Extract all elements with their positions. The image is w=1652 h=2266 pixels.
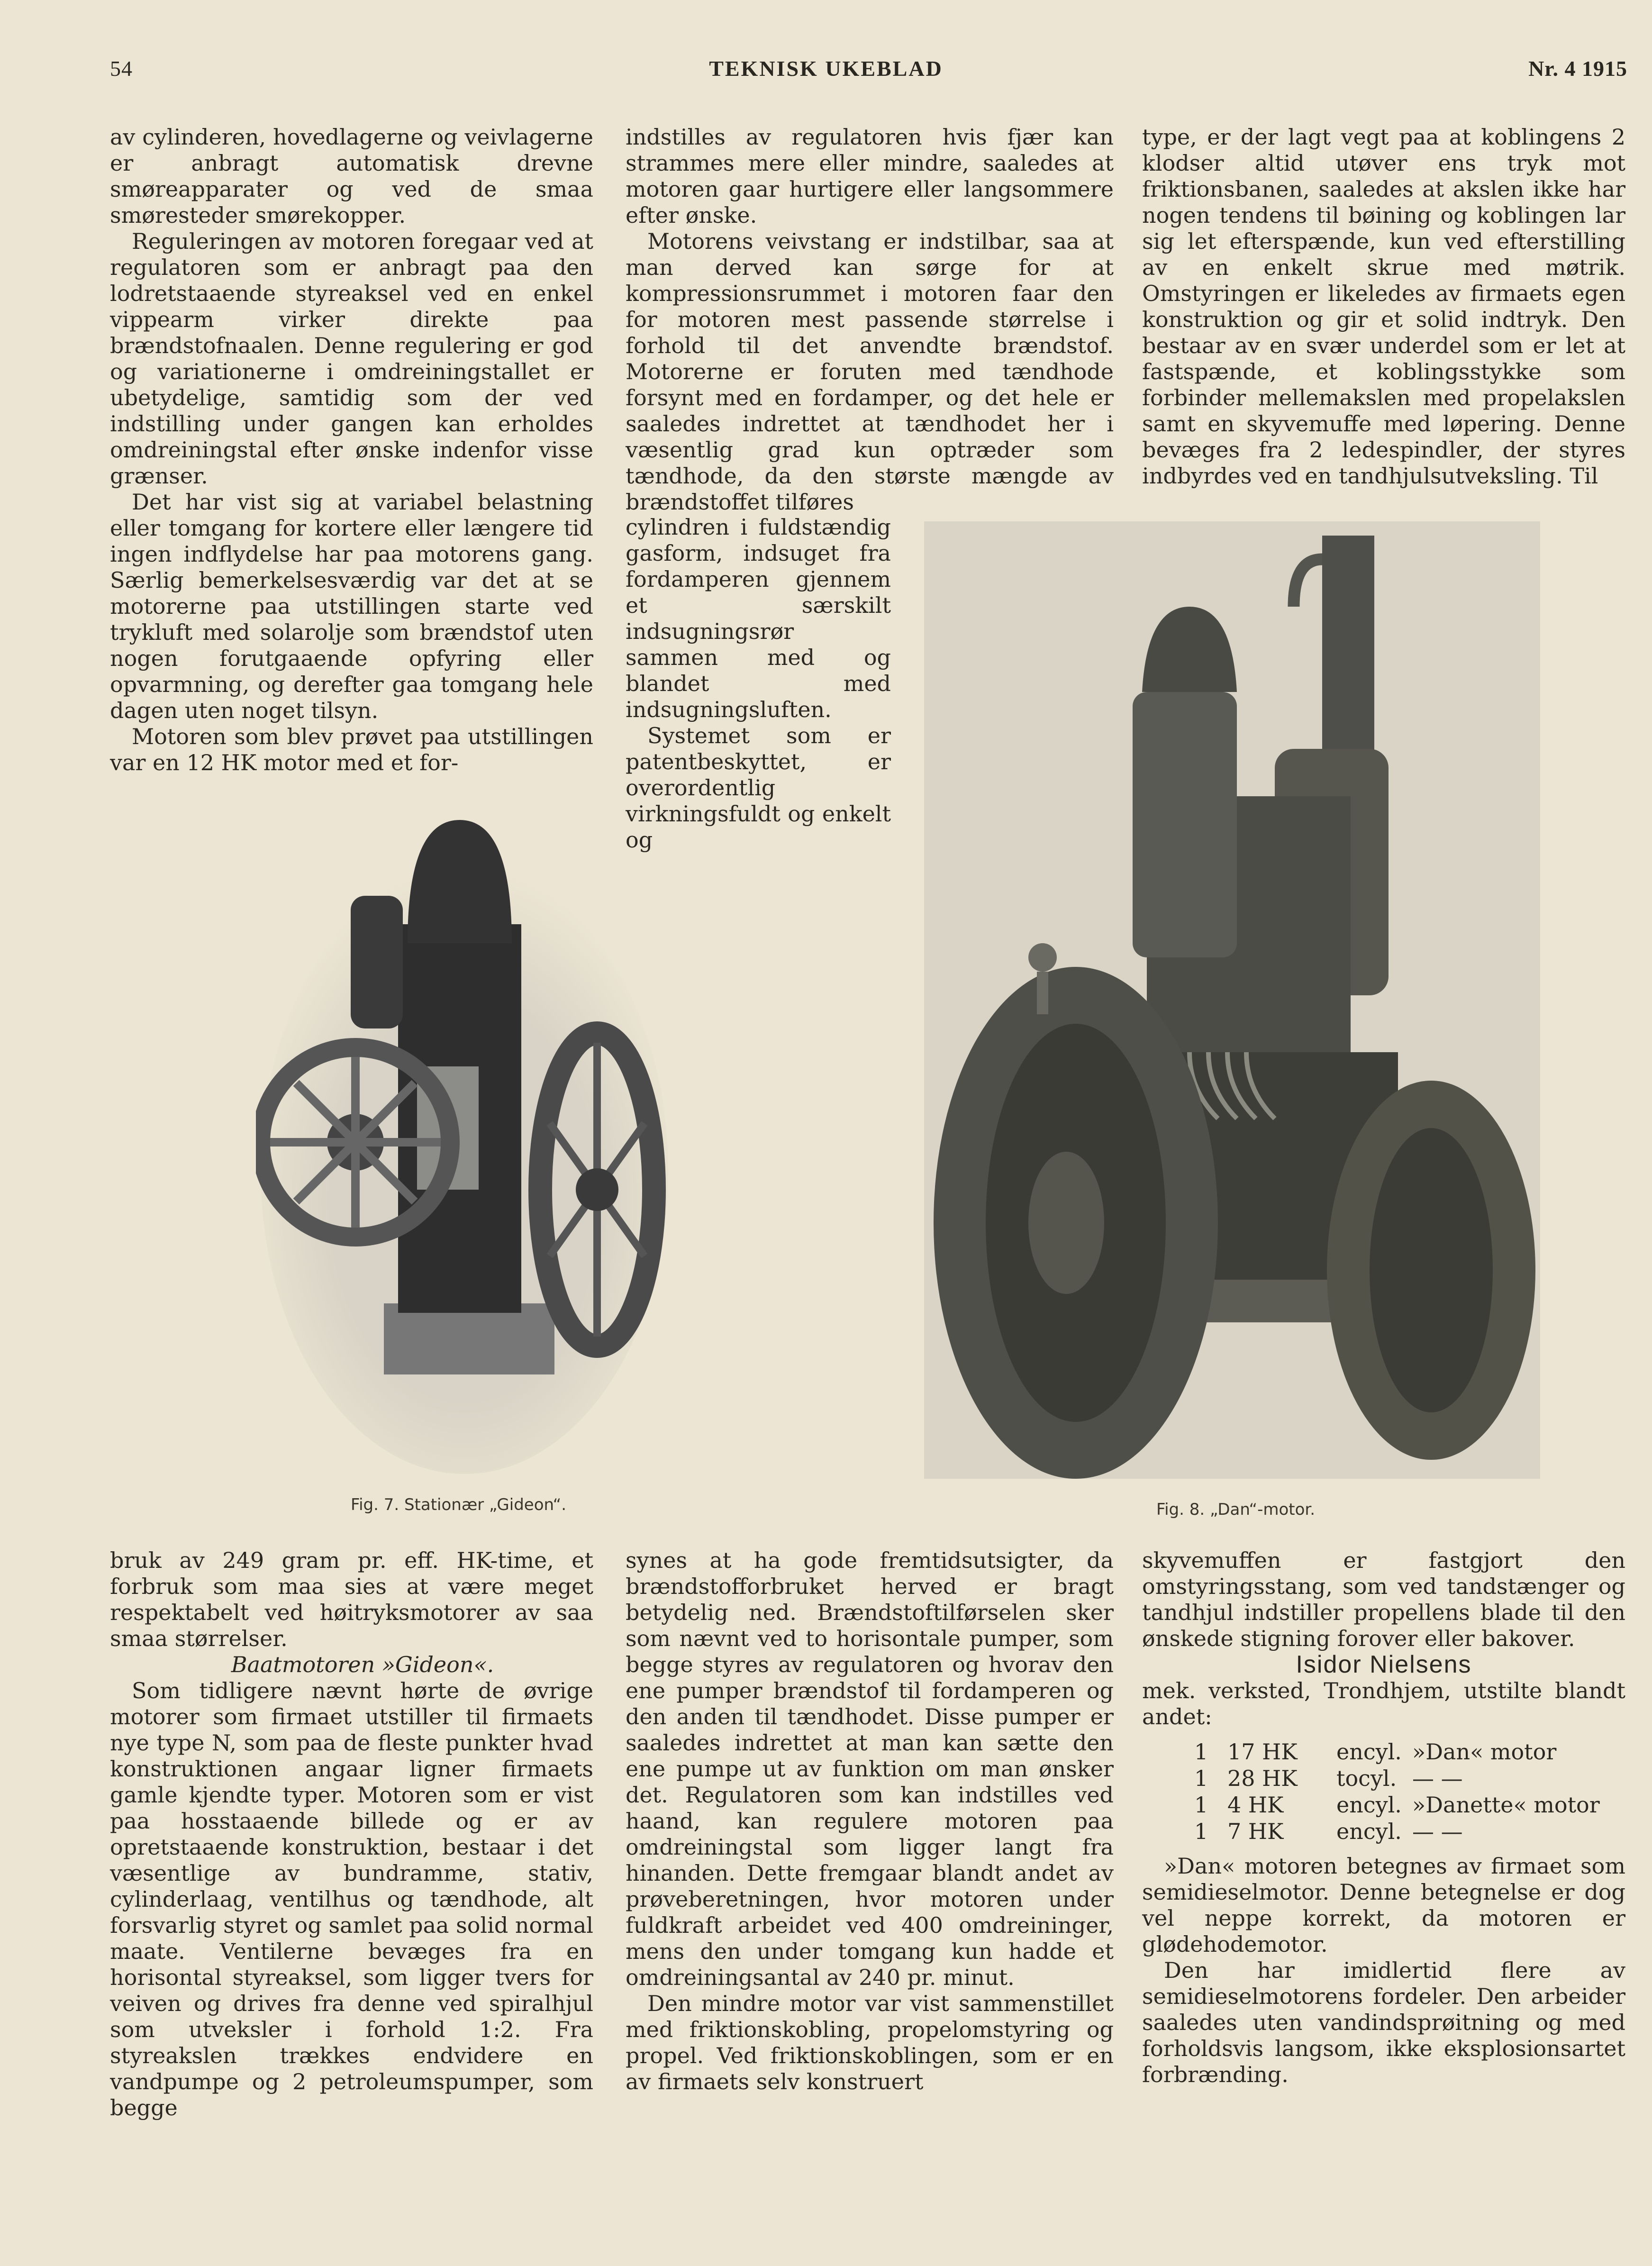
figure-8-caption: Fig. 8. „Dan“-motor. [1156, 1500, 1316, 1519]
motor-type: encyl. [1336, 1819, 1402, 1844]
paragraph: indstilles av regulatoren hvis fjær kan strammes mere eller mindre, saaledes at motoren gaar hurtigere eller langsommere efter ønske. [626, 124, 1114, 228]
paragraph: Den mindre motor var vist sammenstillet med friktionskobling, propelomstyring og propel. Ved friktionskoblingen, som er en av firmaets selv konstruert [626, 1991, 1114, 2094]
motor-power: 4 HK [1227, 1792, 1284, 1818]
section-subheading: Baatmotoren »Gideon«. [231, 1652, 494, 1677]
company-heading: Isidor Nielsens [1296, 1651, 1472, 1678]
paragraph: Den har imidlertid flere av semidieselmotorens fordeler. Den arbeider saaledes uten vandindsprøitning og med forholdsvis langsom, ikke eksplosionsartet forbrænding. [1142, 1957, 1625, 2087]
paragraph: Som tidligere nævnt hørte de øvrige motorer som firmaet utstiller til firmaets nye type N, som paa de fleste punkter hvad konstruktionen angaar ligner firmaets gamle kjendte typer. Motoren som er vist paa hosstaaende billede og er av opretstaaende konstruktion, bestaar i det væsentlige av bundramme, stativ, cylinderlaag, ventilhus og tændhode, alt forsvarlig styret og samlet paa solid normal maate. Ventilerne bevæges fra en horisontal styreaksel, som ligger tvers for veiven og drives fra denne ved spiralhjul som utveksler i forhold 1:2. Fra styreakslen trækkes endvidere en vandpumpe og 2 petroleumspumper, som begge [110, 1678, 593, 2120]
paragraph: Motorens veivstang er indstilbar, saa at man derved kan sørge for at kompressionsrummet i motoren faar den for motoren mest passende størrelse i forhold til det anvendte brændstof. Motorerne er foruten med tændhode forsynt med en fordamper, og det hele er saaledes indrettet at tændhodet her i væsentlig grad kun optræder som tændhode, da den største mængde av brændstoffet tilføres [626, 228, 1114, 515]
column-3-bottom [1142, 1547, 1625, 2088]
dan-motor-image [924, 521, 1540, 1479]
column-2-top [626, 124, 1114, 515]
paragraph: bruk av 249 gram pr. eff. HK-time, et forbruk som maa sies at være meget respektabelt ved høitryksmotorer av saa smaa størrelser. [110, 1547, 593, 1651]
paragraph: mek. verksted, Trondhjem, utstilte blandt andet: [1142, 1678, 1625, 1729]
paragraph: skyvemuffen er fastgjort den omstyringsstang, som ved tandstænger og tandhjul indstiller propellens blade til den ønskede stigning forover eller bakover. [1142, 1547, 1625, 1651]
motor-name: — — [1412, 1765, 1463, 1791]
motor-name: — — [1412, 1819, 1463, 1844]
motor-name: »Danette« motor [1412, 1792, 1600, 1818]
motor-list [1194, 1738, 1625, 1845]
gideon-engine-image [256, 801, 673, 1488]
paragraph: synes at ha gode fremtidsutsigter, da brændstofforbruket herved er bragt betydelig ned. Brændstoftilførselen sker som nævnt ved to horisontale pumper, som begge styres av regulatoren og hvorav den ene pumper brændstof til fordamperen og den anden til tændhodet. Disse pumper er saaledes indrettet at man kan sætte den ene pumpe ut av funktion om man ønsker det. Regulatoren som kan indstilles ved haand, kan regulere motoren paa omdreiningstal som ligger langt fra hinanden. Dette fremgaar blandt andet av prøveberetningen, hvor motoren under fuldkraft arbeidet ved 400 omdreininger, mens den under tomgang kun hadde et omdreiningsantal av 240 pr. minut. [626, 1547, 1114, 1990]
paragraph: type, er der lagt vegt paa at koblingens 2 klodser altid utøver ens tryk mot friktionsbanen, saaledes at akslen ikke har nogen tendens til bøining og koblingen lar sig let efterspænde, kun ved efterstilling av en enkelt skrue med møtrik. Omstyringen er likeledes av firmaets egen konstruktion og gir et solid indtryk. Den bestaar av en svær underdel som er let at fastspænde, et koblingsstykke som forbinder mellemakslen med propelakslen samt en skyvemuffe med løpering. Denne bevæges fra 2 ledespindler, der styres indbyrdes ved en tandhjulsutveksling. Til [1142, 124, 1625, 489]
paragraph: Motoren som blev prøvet paa utstillingen var en 12 HK motor med et for- [110, 724, 593, 775]
paragraph: av cylinderen, hovedlagerne og veivlagerne er anbragt automatisk drevne smøreapparater og ved de smaa smøresteder smørekopper. [110, 124, 593, 228]
figure-7-caption: Fig. 7. Stationær „Gideon“. [351, 1495, 567, 1514]
issue-number: Nr. 4 1915 [1528, 56, 1627, 81]
motor-type: tocyl. [1336, 1765, 1397, 1791]
motor-count: 1 [1194, 1765, 1208, 1791]
page-number: 54 [110, 56, 133, 81]
motor-name: »Dan« motor [1412, 1739, 1557, 1765]
motor-count: 1 [1194, 1739, 1208, 1765]
paragraph: »Dan« motoren betegnes av firmaet som semidieselmotor. Denne betegnelse er dog vel neppe korrekt, da motoren er glødehodemotor. [1142, 1853, 1625, 1957]
column-1-bottom [110, 1547, 593, 2121]
paragraph: Reguleringen av motoren foregaar ved at regulatoren som er anbragt paa den lodretstaaende styreaksel ved en enkel vippearm virker direkte paa brændstofnaalen. Denne regulering er god og variationerne i omdreiningstallet er ubetydelige, samtidig som der ved indstilling under gangen kan erholdes omdreiningstal efter ønske indenfor visse grænser. [110, 228, 593, 489]
paragraph: cylindren i fuldstændig gasform, indsuget fra fordamperen gjennem et særskilt indsugningsrør sammen med og blandet med indsugningsluften. [626, 514, 891, 722]
paragraph: Det har vist sig at variabel belastning eller tomgang for kortere eller længere tid ingen indflydelse har paa motorens gang. Særlig bemerkelsesværdig var det at se motorerne paa utstillingen starte ved trykluft med solarolje som brændstof uten nogen forutgaaende opfyring eller opvarmning, og derefter gaa tomgang hele dagen uten noget tilsyn. [110, 489, 593, 723]
motor-power: 28 HK [1227, 1765, 1298, 1791]
motor-type: encyl. [1336, 1739, 1402, 1765]
column-1-top [110, 124, 593, 776]
column-2-bottom [626, 1547, 1114, 2095]
column-3-top [1142, 124, 1625, 489]
motor-power: 17 HK [1227, 1739, 1298, 1765]
motor-type: encyl. [1336, 1792, 1402, 1818]
motor-count: 1 [1194, 1792, 1208, 1818]
motor-power: 7 HK [1227, 1819, 1284, 1844]
motor-count: 1 [1194, 1819, 1208, 1844]
paragraph: Systemet som er patentbeskyttet, er overordentlig virkningsfuldt og enkelt og [626, 723, 891, 853]
journal-title: TEKNISK UKEBLAD [709, 56, 943, 81]
